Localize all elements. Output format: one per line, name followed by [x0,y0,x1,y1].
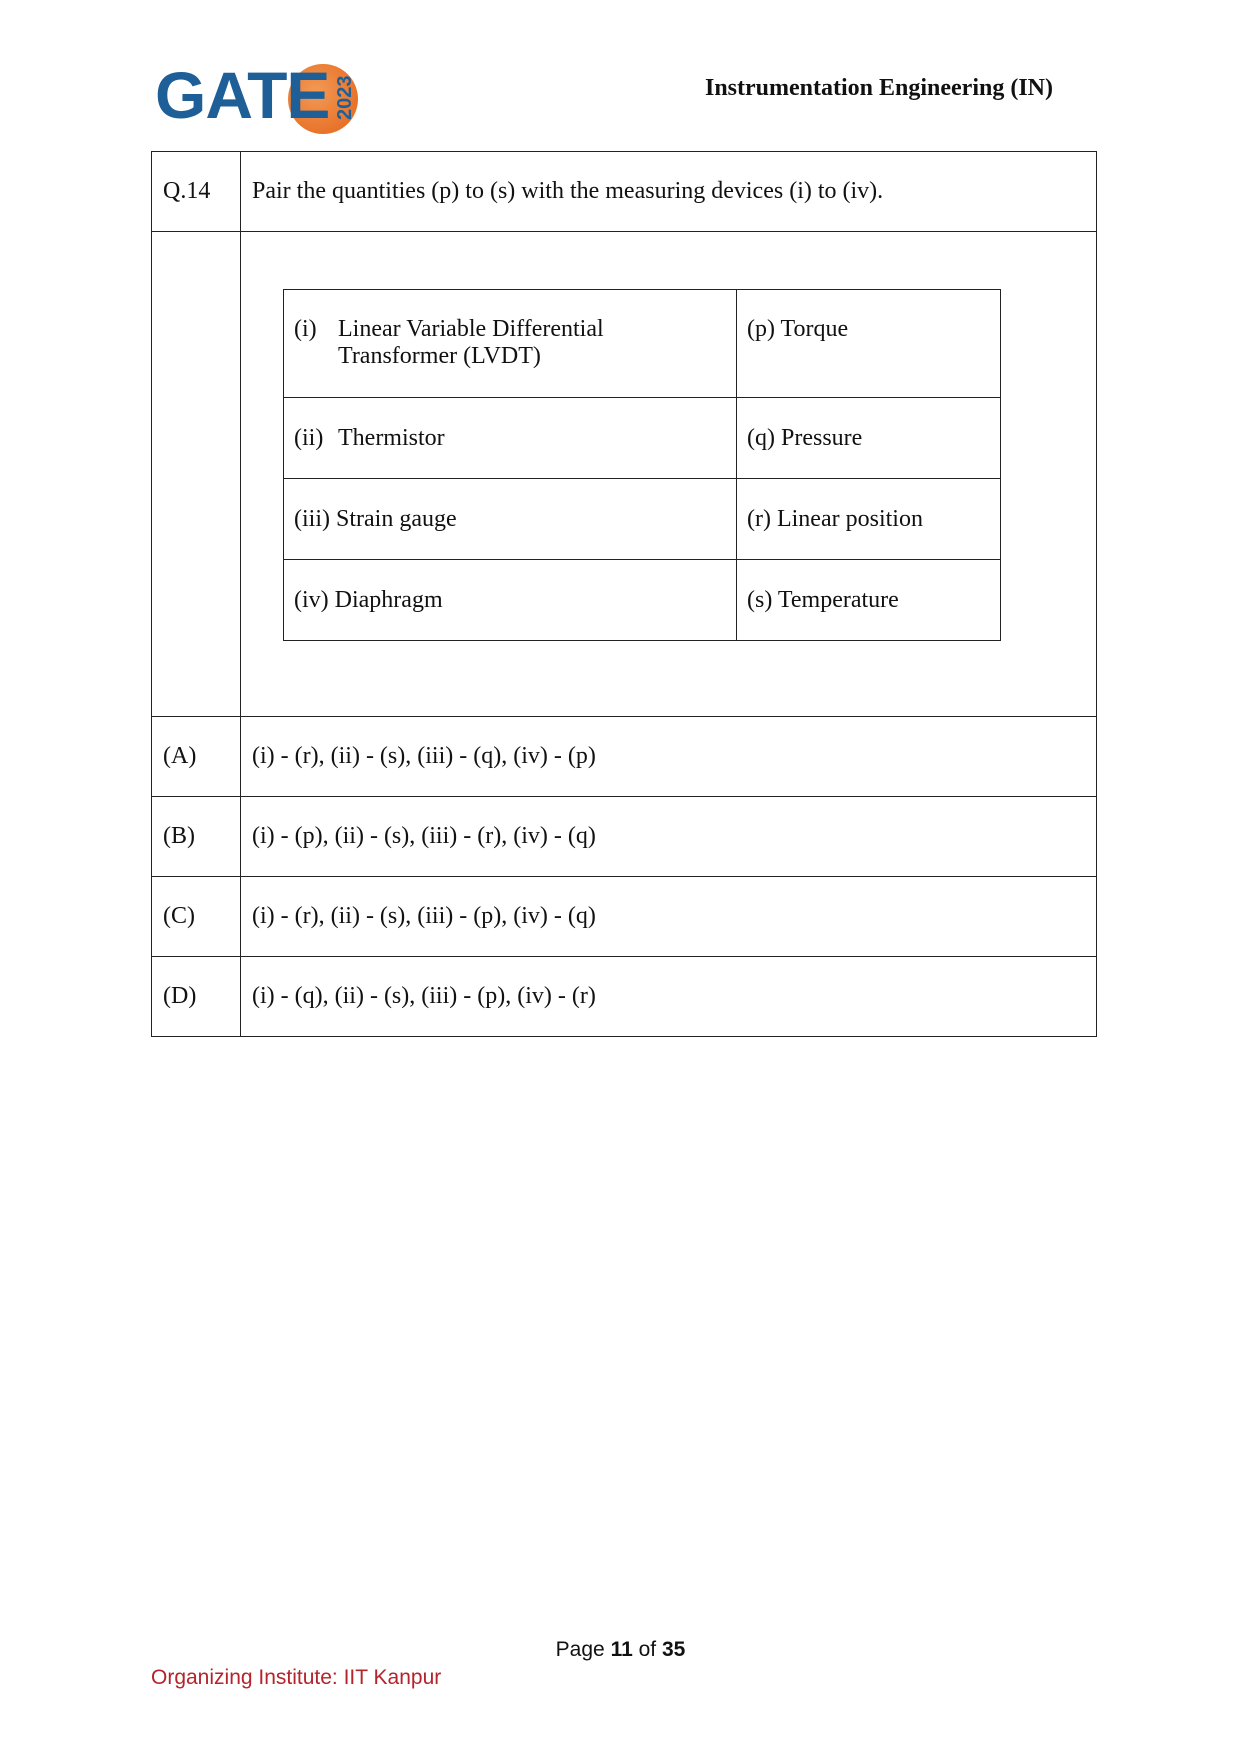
device-number: (ii) [294,424,324,451]
device-name: Linear Variable Differential Transformer (LVDT) [338,316,604,369]
paper-title: Instrumentation Engineering (IN) [704,75,1053,101]
match-cell [241,232,1097,717]
empty-label-cell [152,232,241,717]
match-row-2 [284,398,1001,479]
device-cell [284,479,737,560]
device-name: Diaphragm [334,586,443,613]
question-row [152,152,1097,232]
option-c-row [152,877,1097,957]
option-text: (i) - (p), (ii) - (s), (iii) - (r), (iv) - (q) [241,797,1097,877]
option-text: (i) - (r), (ii) - (s), (iii) - (p), (iv) - (q) [241,877,1097,957]
quantity-cell: (q) Pressure [737,398,1001,479]
device-number: (i) [294,316,317,342]
logo-text: GATE [155,58,330,132]
device-name: Thermistor [338,424,445,451]
page-number [0,1638,1241,1662]
device-cell [284,560,737,641]
page-prefix: Page [555,1638,605,1661]
page-current: 11 [610,1638,633,1661]
match-row-4 [284,560,1001,641]
device-number: (iii) [294,505,330,532]
match-table [283,289,1001,641]
organizing-institute: Organizing Institute: IIT Kanpur [151,1666,442,1689]
option-label: (C) [152,877,241,957]
gate-logo [155,60,375,140]
option-b-row [152,797,1097,877]
option-label: (D) [152,957,241,1037]
device-number: (iv) [294,586,329,613]
quantity-cell: (p) Torque [737,290,1001,398]
device-name: Strain gauge [336,505,457,532]
logo-year: 2023 [334,75,356,121]
match-row [152,232,1097,717]
quantity-cell: (r) Linear position [737,479,1001,560]
option-label: (B) [152,797,241,877]
question-table [151,151,1097,1037]
option-d-row [152,957,1097,1037]
match-row-1 [284,290,1001,398]
option-text: (i) - (q), (ii) - (s), (iii) - (p), (iv) - (r) [241,957,1097,1037]
device-cell [284,398,737,479]
option-text: (i) - (r), (ii) - (s), (iii) - (q), (iv) - (p) [241,717,1097,797]
option-label: (A) [152,717,241,797]
page-total: 35 [661,1638,686,1661]
option-a-row [152,717,1097,797]
question-number: Q.14 [152,152,241,232]
device-cell [284,290,737,398]
question-text: Pair the quantities (p) to (s) with the measuring devices (i) to (iv). [241,152,1097,232]
page-of: of [638,1638,657,1661]
match-row-3 [284,479,1001,560]
quantity-cell: (s) Temperature [737,560,1001,641]
